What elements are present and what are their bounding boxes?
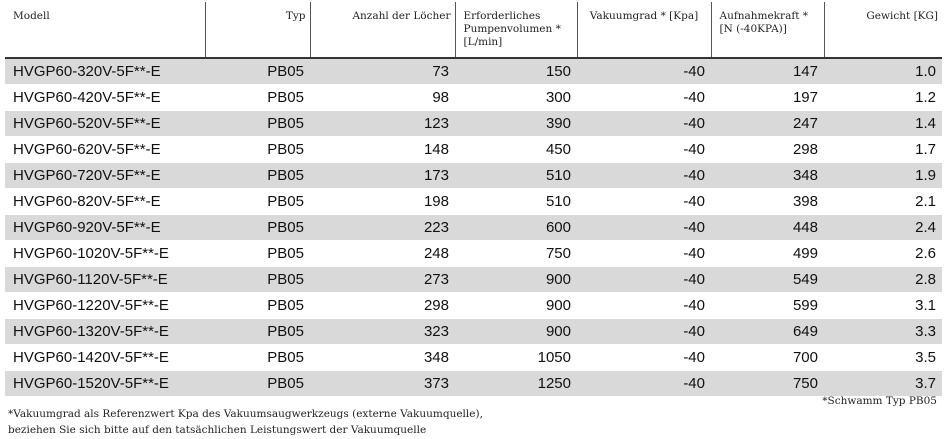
header-modell: Modell	[5, 2, 205, 58]
cell-vakuumgrad: -40	[577, 163, 711, 189]
table-row	[5, 371, 942, 397]
cell-aufnahmekraft: 448	[711, 215, 824, 241]
cell-gewicht: 3.5	[824, 345, 942, 371]
header-vakuumgrad: Vakuumgrad * [Kpa]	[577, 2, 711, 58]
cell-modell: HVGP60-720V-5F**-E	[5, 163, 205, 189]
cell-aufnahmekraft: 549	[711, 267, 824, 293]
cell-vakuumgrad: -40	[577, 85, 711, 111]
cell-typ: PB05	[205, 137, 310, 163]
cell-gewicht: 1.7	[824, 137, 942, 163]
cell-vakuumgrad: -40	[577, 111, 711, 137]
cell-aufnahmekraft: 398	[711, 189, 824, 215]
cell-aufnahmekraft: 599	[711, 293, 824, 319]
vacuum-footnote	[8, 406, 483, 438]
cell-gewicht: 1.2	[824, 85, 942, 111]
cell-aufnahmekraft: 499	[711, 241, 824, 267]
cell-gewicht: 2.8	[824, 267, 942, 293]
cell-gewicht: 3.1	[824, 293, 942, 319]
cell-vakuumgrad: -40	[577, 267, 711, 293]
cell-vakuumgrad: -40	[577, 58, 711, 85]
cell-vakuumgrad: -40	[577, 189, 711, 215]
cell-gewicht: 2.6	[824, 241, 942, 267]
header-typ: Typ	[205, 2, 310, 58]
cell-vakuumgrad: -40	[577, 371, 711, 397]
cell-typ: PB05	[205, 293, 310, 319]
cell-vakuumgrad: -40	[577, 319, 711, 345]
cell-aufnahmekraft: 700	[711, 345, 824, 371]
cell-vakuumgrad: -40	[577, 293, 711, 319]
cell-typ: PB05	[205, 215, 310, 241]
cell-anzahl-loecher: 223	[310, 215, 455, 241]
cell-aufnahmekraft: 298	[711, 137, 824, 163]
cell-pumpenvolumen: 1250	[455, 371, 577, 397]
cell-vakuumgrad: -40	[577, 215, 711, 241]
cell-anzahl-loecher: 73	[310, 58, 455, 85]
cell-anzahl-loecher: 298	[310, 293, 455, 319]
cell-typ: PB05	[205, 163, 310, 189]
cell-pumpenvolumen: 300	[455, 85, 577, 111]
cell-typ: PB05	[205, 371, 310, 397]
cell-anzahl-loecher: 198	[310, 189, 455, 215]
table-row	[5, 345, 942, 371]
sponge-type-note: *Schwamm Typ PB05	[822, 395, 937, 407]
cell-anzahl-loecher: 123	[310, 111, 455, 137]
header-pumpenvolumen: Erforderliches Pumpenvolumen * [L/min]	[455, 2, 577, 58]
header-aufnahmekraft: Aufnahmekraft * [N (-40KPA)]	[711, 2, 824, 58]
cell-vakuumgrad: -40	[577, 137, 711, 163]
cell-modell: HVGP60-1020V-5F**-E	[5, 241, 205, 267]
cell-typ: PB05	[205, 58, 310, 85]
cell-modell: HVGP60-920V-5F**-E	[5, 215, 205, 241]
cell-typ: PB05	[205, 267, 310, 293]
cell-modell: HVGP60-1120V-5F**-E	[5, 267, 205, 293]
cell-aufnahmekraft: 147	[711, 58, 824, 85]
table-row	[5, 267, 942, 293]
cell-pumpenvolumen: 900	[455, 267, 577, 293]
spec-table	[5, 2, 942, 397]
header-gewicht: Gewicht [KG]	[824, 2, 942, 58]
cell-aufnahmekraft: 750	[711, 371, 824, 397]
table-row	[5, 163, 942, 189]
cell-anzahl-loecher: 173	[310, 163, 455, 189]
table-row	[5, 58, 942, 85]
cell-aufnahmekraft: 649	[711, 319, 824, 345]
table-row	[5, 111, 942, 137]
cell-gewicht: 1.0	[824, 58, 942, 85]
header-anzahl-loecher: Anzahl der Löcher	[310, 2, 455, 58]
table-row	[5, 137, 942, 163]
cell-anzahl-loecher: 248	[310, 241, 455, 267]
cell-typ: PB05	[205, 85, 310, 111]
cell-pumpenvolumen: 750	[455, 241, 577, 267]
cell-modell: HVGP60-1420V-5F**-E	[5, 345, 205, 371]
cell-pumpenvolumen: 600	[455, 215, 577, 241]
cell-gewicht: 2.1	[824, 189, 942, 215]
cell-vakuumgrad: -40	[577, 241, 711, 267]
cell-modell: HVGP60-420V-5F**-E	[5, 85, 205, 111]
table-row	[5, 85, 942, 111]
cell-anzahl-loecher: 373	[310, 371, 455, 397]
vacuum-footnote-line-1: *Vakuumgrad als Referenzwert Kpa des Vakuumsaugwerkzeugs (externe Vakuumquelle),	[8, 408, 483, 420]
cell-gewicht: 1.4	[824, 111, 942, 137]
cell-modell: HVGP60-1220V-5F**-E	[5, 293, 205, 319]
cell-modell: HVGP60-1520V-5F**-E	[5, 371, 205, 397]
cell-pumpenvolumen: 510	[455, 189, 577, 215]
cell-pumpenvolumen: 510	[455, 163, 577, 189]
cell-pumpenvolumen: 390	[455, 111, 577, 137]
cell-modell: HVGP60-1320V-5F**-E	[5, 319, 205, 345]
table-row	[5, 215, 942, 241]
cell-aufnahmekraft: 348	[711, 163, 824, 189]
cell-pumpenvolumen: 900	[455, 293, 577, 319]
vacuum-footnote-line-2: beziehen Sie sich bitte auf den tatsächlichen Leistungswert der Vakuumquelle	[8, 424, 427, 436]
table-row	[5, 319, 942, 345]
table-row	[5, 293, 942, 319]
cell-aufnahmekraft: 197	[711, 85, 824, 111]
cell-anzahl-loecher: 148	[310, 137, 455, 163]
cell-modell: HVGP60-820V-5F**-E	[5, 189, 205, 215]
cell-anzahl-loecher: 273	[310, 267, 455, 293]
cell-pumpenvolumen: 900	[455, 319, 577, 345]
cell-typ: PB05	[205, 111, 310, 137]
table-body	[5, 58, 942, 397]
cell-typ: PB05	[205, 241, 310, 267]
cell-typ: PB05	[205, 189, 310, 215]
cell-pumpenvolumen: 450	[455, 137, 577, 163]
cell-pumpenvolumen: 150	[455, 58, 577, 85]
cell-anzahl-loecher: 348	[310, 345, 455, 371]
cell-gewicht: 3.7	[824, 371, 942, 397]
cell-gewicht: 1.9	[824, 163, 942, 189]
cell-anzahl-loecher: 98	[310, 85, 455, 111]
cell-modell: HVGP60-320V-5F**-E	[5, 58, 205, 85]
table-row	[5, 241, 942, 267]
cell-gewicht: 2.4	[824, 215, 942, 241]
table-row	[5, 189, 942, 215]
cell-modell: HVGP60-620V-5F**-E	[5, 137, 205, 163]
cell-typ: PB05	[205, 345, 310, 371]
cell-gewicht: 3.3	[824, 319, 942, 345]
cell-aufnahmekraft: 247	[711, 111, 824, 137]
cell-pumpenvolumen: 1050	[455, 345, 577, 371]
cell-typ: PB05	[205, 319, 310, 345]
cell-anzahl-loecher: 323	[310, 319, 455, 345]
cell-vakuumgrad: -40	[577, 345, 711, 371]
table-header-row	[5, 2, 942, 58]
cell-modell: HVGP60-520V-5F**-E	[5, 111, 205, 137]
